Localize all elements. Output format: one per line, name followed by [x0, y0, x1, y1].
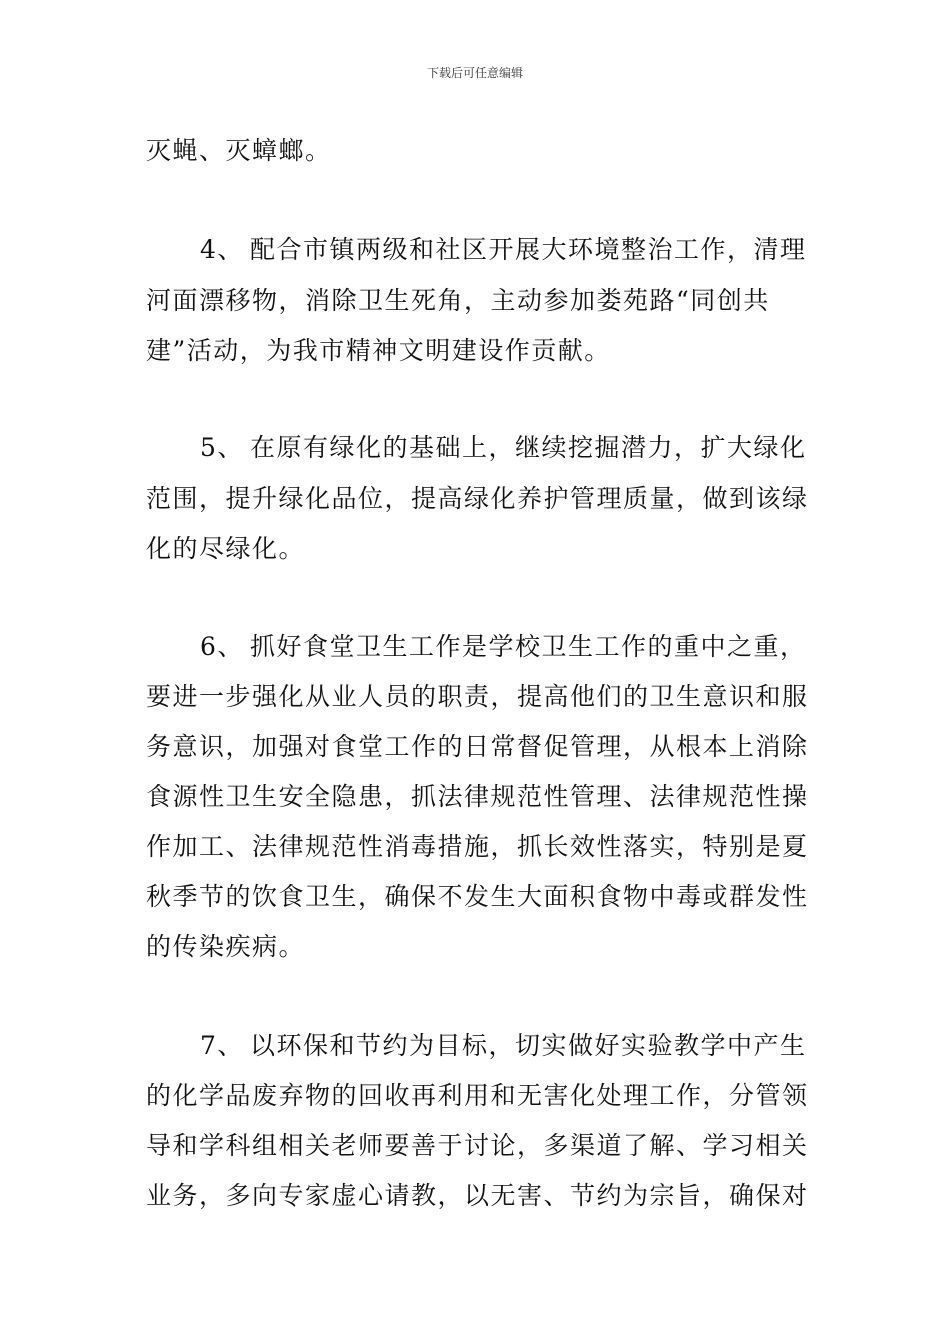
item-4-first-line [200, 235, 807, 265]
page-header: 下载后可任意编辑 [426, 66, 523, 80]
item-number: 7、 [200, 1031, 244, 1060]
text-line: 范围，提升绿化品位，提高绿化养护管理质量，做到该绿 [146, 484, 809, 513]
item-number: 5、 [200, 433, 244, 462]
text-line: 作加工、法律规范性消毒措施，抓长效性落实，特别是夏 [146, 832, 809, 861]
item-text: 在原有绿化的基础上，继续挖掘潜力，扩大绿化 [250, 433, 807, 462]
text-line: 河面漂移物，消除卫生死角，主动参加娄苑路“同创共 [146, 286, 770, 315]
item-number: 4、 [200, 235, 244, 264]
item-5-first-line [200, 433, 807, 463]
text-line: 务意识，加强对食堂工作的日常督促管理，从根本上消除 [146, 732, 809, 761]
text-line: 灭蝇、灭蟑螂。 [146, 136, 332, 165]
item-7-first-line [200, 1031, 807, 1061]
text-line: 的化学品废弃物的回收再利用和无害化处理工作，分管领 [146, 1081, 809, 1110]
text-line: 业务，多向专家虚心请教，以无害、节约为宗旨，确保对 [146, 1181, 809, 1210]
text-line: 的传染疾病。 [146, 932, 306, 961]
text-line: 导和学科组相关老师要善于讨论，多渠道了解、学习相关 [146, 1131, 809, 1160]
item-text: 配合市镇两级和社区开展大环境整治工作，清理 [250, 235, 807, 264]
item-6-first-line [200, 632, 807, 662]
text-line: 要进一步强化从业人员的职责，提高他们的卫生意识和服 [146, 682, 809, 711]
text-line: 化的尽绿化。 [146, 534, 306, 563]
text-line: 建”活动，为我市精神文明建设作贡献。 [146, 336, 611, 365]
item-text: 以环保和节约为目标，切实做好实验教学中产生 [250, 1031, 807, 1060]
text-line: 秋季节的饮食卫生，确保不发生大面积食物中毒或群发性 [146, 882, 809, 911]
text-line: 食源性卫生安全隐患，抓法律规范性管理、法律规范性操 [146, 782, 809, 811]
item-number: 6、 [200, 632, 244, 661]
item-text: 抓好食堂卫生工作是学校卫生工作的重中之重， [250, 632, 807, 661]
